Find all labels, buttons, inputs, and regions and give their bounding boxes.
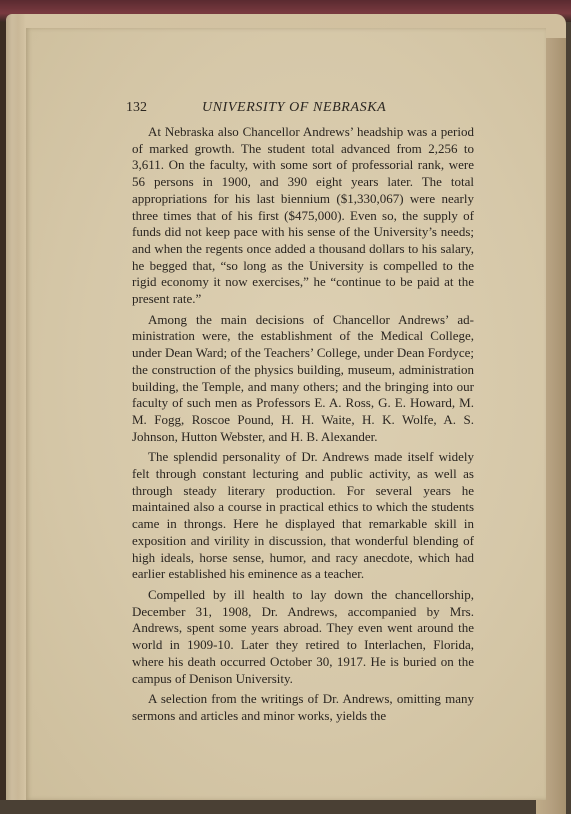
paragraph: At Nebraska also Chancellor Andrews’ headship was a period of marked growth. The student total advanced from 2,256 to 3,611. On the faculty, with some sort of professorial rank, were 56 persons in 1900, and 390 eight years later. The total appropriations for his last biennium ($1,330,067) were nearly three times that of his first ($475,000). Even so, the supply of funds did not keep pace with his sense of the University’s needs; and when the regents once added a thousand dollars to his salary, he begged that, “so long as the University is compelled to the rigid economy it now exercises,” he “continue to be paid at the present rate.” [132,124,474,307]
page-header [100,100,470,118]
paragraph: The splendid personality of Dr. Andrews made itself widely felt through constant lecturing and public activity, as well as through steady literary production. For several years he maintained also a course in practical ethics to which the students came in throngs. Here he displayed that remarkable skill in exposition and virility in discussion, that wonderful blending of high ideals, horse sense, humor, and racy anecdote, which had earlier established his eminence as a teacher. [132,449,474,582]
paragraph: Compelled by ill health to lay down the chancellorship, December 31, 1908, Dr. Andrews, accompanied by Mrs. Andrews, spent some years abroad. They even went around the world in 1909-10. Later they retired to Interlachen, Florida, where his death occurred October 30, 1917. He is buried on the campus of Denison University. [132,586,474,686]
body-text [132,124,474,729]
paragraph: Among the main decisions of Chancellor Andrews’ administration were, the establishment of the Medical College, under Dean Ward; of the Teachers’ College, under Dean Fordyce; the construction of the physics building, museum, administration building, the Temple, and many others; and the bringing into our faculty of such men as Professors E. A. Ross, G. E. Howard, M. M. Fogg, Roscoe Pound, H. H. Waite, H. K. Wolfe, A. S. Johnson, Hutton Webster, and H. B. Alexander. [132,311,474,444]
page-number: 132 [126,100,147,115]
paragraph: A selection from the writings of Dr. Andrews, omitting many sermons and articles and minor works, yields the [132,691,474,723]
running-head: UNIVERSITY OF NEBRASKA [202,100,387,115]
